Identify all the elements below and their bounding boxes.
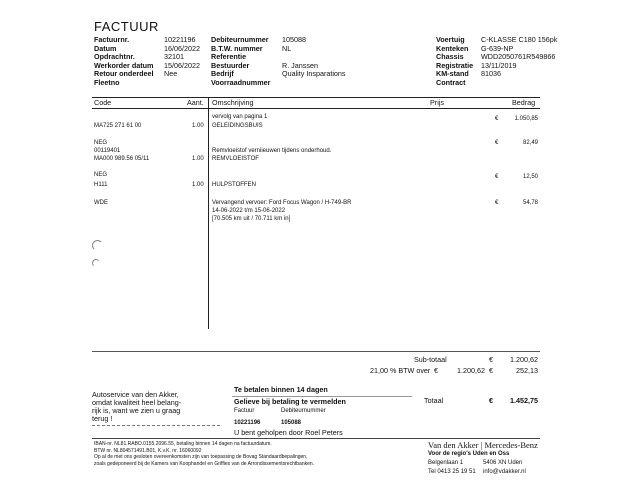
subtotal-currency: €: [489, 355, 493, 364]
label-factuurnr: Factuurnr.: [94, 35, 130, 44]
ref-debiteur: 105088: [281, 420, 302, 426]
value-factuurnr: 10221196: [164, 35, 196, 44]
value-bedrijf: Quality Insparations: [282, 69, 346, 79]
line-qty: 1.00: [192, 156, 204, 162]
col-header-aant: Aant.: [187, 98, 204, 107]
label-kenteken: Kenteken: [436, 43, 469, 53]
line-description: 14-06-2022 t/m 15-06-2022: [212, 208, 286, 214]
btw-label: 21,00 % BTW over: [370, 366, 431, 375]
value-btw-nummer: NL: [282, 43, 292, 53]
email: info@vdakker.nl: [483, 469, 526, 475]
totals-divider: [92, 351, 540, 352]
terms-line: zoals gedeponeerd bij de Kamers van Koophandel en Griffies van de Arrondissementsrechtbanken.: [94, 460, 315, 467]
slogan-line: omdat kwaliteit heel belang-: [92, 398, 182, 407]
pay-within: Te betalen binnen 14 dagen: [234, 385, 328, 394]
helped-by: U bent geholpen door Roel Peters: [234, 428, 343, 437]
value-werkorder-datum: 15/06/2022: [164, 60, 200, 70]
line-amount: 1.050,85: [514, 116, 538, 122]
line-code: NEG: [94, 172, 108, 178]
label-referentie: Referentie: [211, 52, 247, 62]
header-right-labels: [436, 36, 473, 88]
line-currency: €: [495, 174, 499, 180]
label-km-stand: KM-stand: [436, 69, 469, 79]
line-description: [70.505 km uit / 70.711 km in]: [212, 216, 291, 222]
ref-label-factuur: Factuur: [234, 408, 255, 414]
dealer-brand: Van den Akker | Mercedes-Benz: [428, 440, 538, 450]
pay-mention: Gelieve bij betaling te vermelden: [234, 397, 346, 406]
col-header-code: Code: [94, 98, 112, 107]
header-mid-values: [282, 36, 346, 88]
label-contract: Contract: [436, 77, 466, 87]
terms-line: Op al de met ons gesloten overeenkomsten zijn van toepassing de Bovag Standaardbepalingen,: [94, 454, 308, 461]
slogan-line: terug !: [92, 414, 113, 423]
slogan-underline: [92, 425, 220, 426]
line-code: 00119401: [94, 148, 121, 154]
line-code: MA725 271 61 00: [94, 123, 142, 129]
address-zip: 5406 XN Uden: [483, 460, 523, 466]
table-header-divider: [92, 108, 540, 109]
value-retour-onderdeel: Nee: [164, 69, 178, 79]
label-voorraadnummer: Voorraadnummer: [211, 77, 271, 87]
header-left-values: [164, 36, 200, 88]
col-header-prijs: Prijs: [430, 98, 444, 107]
label-bedrijf: Bedrijf: [211, 69, 234, 79]
btw-value: 252,13: [516, 366, 538, 375]
line-qty: 1.00: [192, 123, 204, 129]
label-debiteurnummer: Debiteurnummer: [211, 35, 269, 44]
label-retour-onderdeel: Retour onderdeel: [94, 69, 154, 79]
line-description: GELEIDINGSBUIS: [212, 123, 263, 129]
header-right-values: [481, 36, 557, 88]
total-currency: €: [489, 396, 493, 405]
btw-currency: €: [489, 366, 493, 375]
total-value: 1.452,75: [510, 396, 538, 405]
label-bestuurder: Bestuurder: [211, 60, 250, 70]
btw-base-currency: €: [434, 366, 438, 375]
label-opdrachtnr: Opdrachtnr.: [94, 52, 135, 62]
label-registratie: Registratie: [436, 60, 474, 70]
label-chassis: Chassis: [436, 52, 464, 62]
column-divider: [208, 97, 209, 329]
value-voorraadnummer: [282, 79, 346, 88]
dealer-region: Voor de regio's Uden en Oss: [428, 451, 510, 457]
phone: Tel 0413 25 19 51: [428, 469, 476, 475]
label-fleetno: Fleetno: [94, 77, 120, 87]
address-street: Belgenlaan 1: [428, 460, 464, 466]
line-amount: 12,50: [522, 174, 538, 180]
btw-base-value: 1.200,62: [457, 366, 485, 375]
line-qty: 1.00: [192, 182, 204, 188]
label-werkorder-datum: Werkorder datum: [94, 60, 154, 70]
line-description: REMVLOEISTOF: [212, 156, 259, 162]
footer-divider: [92, 438, 540, 439]
col-header-bedrag: Bedrag: [512, 98, 536, 107]
terms: [94, 441, 314, 467]
line-currency: €: [495, 116, 499, 122]
ref-factuur: 10221196: [234, 420, 261, 426]
value-bestuurder: R. Janssen: [282, 60, 318, 70]
value-chassis: WDD2050761R549866: [481, 52, 556, 62]
value-fleetno: [164, 79, 200, 88]
vervolg-note: vervolg van pagina 1: [212, 114, 268, 120]
value-registratie: 13/11/2019: [481, 60, 517, 70]
label-datum: Datum: [94, 43, 117, 53]
value-km-stand: 81036: [481, 69, 501, 79]
subtotal-value: 1.200,62: [510, 355, 538, 364]
loading-spinner-icon: [92, 259, 100, 267]
value-kenteken: G-639-NP: [481, 43, 514, 53]
terms-line: IBAN-nr. NL81.RABO.0155.2096.55, betaling binnen 14 dagen na factuurdatum.: [94, 441, 272, 447]
line-description: Remvloeistof verniieuwen tijdens onderhoud.: [212, 148, 332, 154]
line-description: Vervangend vervoer: Ford Focus Wagon / H-749-BR: [212, 200, 352, 206]
label-btw-nummer: B.T.W. nummer: [211, 43, 263, 53]
line-amount: 82,49: [522, 140, 538, 146]
line-description: HULPSTOFFEN: [212, 182, 256, 188]
line-currency: €: [495, 140, 499, 146]
table-top-divider: [92, 97, 540, 98]
col-header-omschrijving: Omschrijving: [212, 98, 254, 107]
line-code: H111: [94, 182, 108, 188]
slogan-line: Autoservice van den Akker,: [92, 390, 179, 399]
terms-line: BTW nr. NL804571491.B01, K.v.K. nr. 16060092: [94, 447, 202, 454]
total-label: Totaal: [424, 396, 444, 405]
line-currency: €: [495, 200, 499, 206]
subtotal-label: Sub-totaal: [414, 355, 447, 364]
header-left-labels: [94, 36, 154, 88]
value-opdrachtnr: 32101: [164, 52, 184, 62]
ref-label-debiteur: Debiteurnummer: [281, 408, 326, 414]
value-contract: [481, 79, 557, 88]
line-code: WDE: [94, 200, 108, 206]
slogan-line: rijk is, want we zien u graag: [92, 406, 181, 415]
value-datum: 16/06/2022: [164, 43, 200, 53]
line-amount: 54,78: [522, 200, 538, 206]
slogan: [92, 391, 181, 423]
invoice-title: FACTUUR: [94, 19, 159, 34]
header-mid-labels: [211, 36, 270, 88]
value-debiteurnummer: 105088: [282, 35, 306, 44]
label-voertuig: Voertuig: [436, 35, 465, 44]
value-voertuig: C-KLASSE C180 156pk: [481, 35, 558, 44]
line-code: NEG: [94, 140, 108, 146]
line-code: MA000 989.56 05/11: [94, 156, 150, 162]
loading-spinner-icon: [92, 240, 103, 251]
